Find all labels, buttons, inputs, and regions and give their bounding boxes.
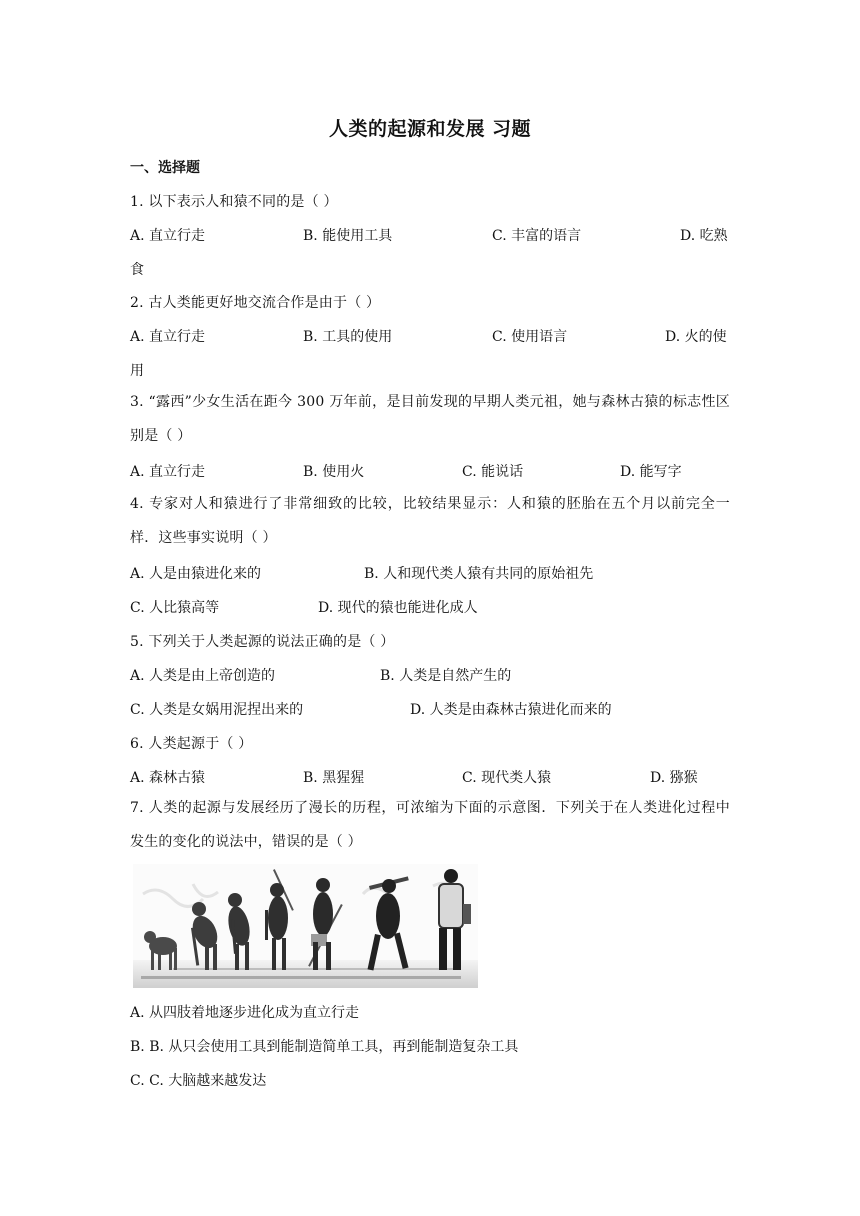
question-1-option-c[interactable]: C. 丰富的语言 [492,228,582,244]
question-4-stem: 4. 专家对人和猿进行了非常细致的比较，比较结果显示：人和猿的胚胎在五个月以前完全一样．这些事实说明（ ） [130,496,730,546]
question-2-option-d-wrap: 用 [130,363,144,379]
question-1-option-d-wrap: 食 [130,262,144,278]
question-3-option-b[interactable]: B. 使用火 [303,464,365,480]
question-4-option-a[interactable]: A. 人是由猿进化来的 [130,566,262,582]
question-5-option-d[interactable]: D. 人类是由森林古猿进化而来的 [410,702,612,718]
question-3-option-d[interactable]: D. 能写字 [620,464,682,480]
question-7-option-b[interactable]: B. B. 从只会使用工具到能制造简单工具，再到能制造复杂工具 [130,1039,519,1055]
question-6-option-a[interactable]: A. 森林古猿 [130,770,206,786]
question-7-option-c[interactable]: C. C. 大脑越来越发达 [130,1073,267,1089]
question-5-option-b[interactable]: B. 人类是自然产生的 [380,668,512,684]
question-5-option-c[interactable]: C. 人类是女娲用泥捏出来的 [130,702,304,718]
question-7-stem: 7. 人类的起源与发展经历了漫长的历程，可浓缩为下面的示意图．下列关于在人类进化过程中发生的变化的说法中，错误的是（ ） [130,800,730,850]
question-2-option-b[interactable]: B. 工具的使用 [303,329,393,345]
page-title: 人类的起源和发展 习题 [328,118,532,140]
question-3-option-c[interactable]: C. 能说话 [462,464,524,480]
question-7-option-a[interactable]: A. 从四肢着地逐步进化成为直立行走 [130,1005,360,1021]
question-5-option-a[interactable]: A. 人类是由上帝创造的 [130,668,276,684]
question-4-option-c[interactable]: C. 人比猿高等 [130,600,220,616]
question-3-stem: 3. “露西”少女生活在距今 300 万年前，是目前发现的早期人类元祖，她与森林古猿的标志性区别是（ ） [130,394,730,444]
question-3-option-a[interactable]: A. 直立行走 [130,464,206,480]
question-1-option-a[interactable]: A. 直立行走 [130,228,206,244]
question-2-stem: 2. 古人类能更好地交流合作是由于（ ） [130,295,381,311]
question-4-option-d[interactable]: D. 现代的猿也能进化成人 [318,600,478,616]
question-6-option-b[interactable]: B. 黑猩猩 [303,770,365,786]
question-1-stem: 1. 以下表示人和猿不同的是（ ） [130,194,338,210]
question-2-option-c[interactable]: C. 使用语言 [492,329,568,345]
question-5-stem: 5. 下列关于人类起源的说法正确的是（ ） [130,634,395,650]
question-1-option-b[interactable]: B. 能使用工具 [303,228,393,244]
question-2-option-d[interactable]: D. 火的使 [665,329,727,345]
section-heading: 一、选择题 [130,160,200,176]
question-4-option-b[interactable]: B. 人和现代类人猿有共同的原始祖先 [364,566,594,582]
human-evolution-figure [133,864,478,988]
question-6-option-c[interactable]: C. 现代类人猿 [462,770,552,786]
question-6-stem: 6. 人类起源于（ ） [130,736,253,752]
question-1-option-d[interactable]: D. 吃熟 [680,228,728,244]
question-6-option-d[interactable]: D. 猕猴 [650,770,698,786]
question-2-option-a[interactable]: A. 直立行走 [130,329,206,345]
